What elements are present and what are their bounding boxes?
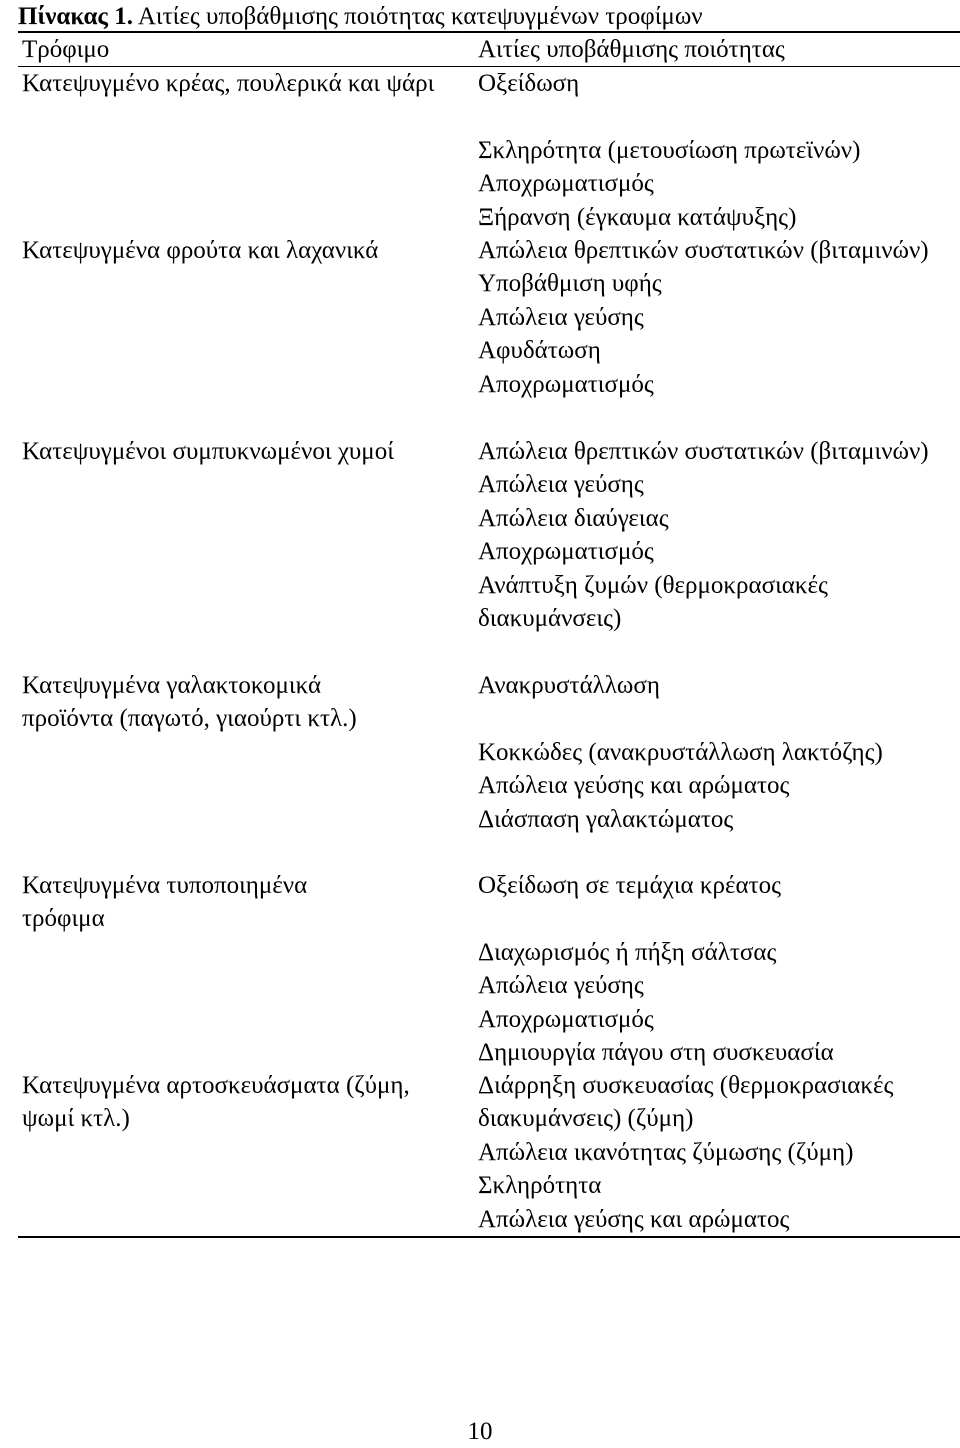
food-cell: Κατεψυγμένοι συμπυκνωμένοι χυμοί — [22, 438, 394, 465]
cause-item: Απώλεια θρεπτικών συστατικών (βιταμινών) — [478, 438, 929, 465]
causes-cell — [478, 435, 960, 635]
cause-item: Απώλεια γεύσης και αρώματος — [478, 772, 790, 800]
cause-item — [478, 100, 960, 133]
cause-item: Αποχρωματισμός — [478, 170, 654, 198]
cause-item: Αποχρωματισμός — [478, 538, 654, 566]
page-number: 10 — [467, 1418, 493, 1445]
cause-item: Αποχρωματισμός — [478, 370, 654, 398]
table-bottom-rule — [18, 1236, 960, 1238]
cause-item: Οξείδωση — [478, 70, 580, 97]
header-food: Τρόφιμο — [22, 36, 110, 63]
cause-item: Απώλεια γεύσης — [478, 972, 644, 1000]
cause-item: Απώλεια διαύγειας — [478, 504, 669, 532]
cause-item: Ανακρυστάλλωση — [478, 672, 660, 699]
cause-item: Σκληρότητα — [478, 1172, 602, 1200]
cause-item: Διάσπαση γαλακτώματος — [478, 805, 734, 833]
food-cell: Κατεψυγμένα γαλακτοκομικά προϊόντα (παγωτό, γιαούρτι κτλ.) — [22, 672, 357, 733]
causes-cell — [478, 234, 960, 401]
cause-item: Υποβάθμιση υφής — [478, 270, 662, 298]
cause-item: Απώλεια γεύσης — [478, 303, 644, 331]
cause-item: Διάρρηξη συσκευασίας (θερμοκρασιακές διακυμάνσεις) (ζύμη) — [478, 1072, 894, 1133]
cause-item: Αφυδάτωση — [478, 337, 601, 365]
table-caption — [18, 0, 703, 33]
food-cell: Κατεψυγμένο κρέας, πουλερικά και ψάρι — [22, 70, 435, 97]
causes-cell — [478, 669, 960, 836]
cause-item: Απώλεια θρεπτικών συστατικών (βιταμινών) — [478, 237, 929, 264]
cause-item: Ξήρανση (έγκαυμα κατάψυξης) — [478, 203, 797, 231]
cause-item — [478, 902, 960, 935]
cause-item: Απώλεια ικανότητας ζύμωσης (ζύμη) — [478, 1138, 854, 1166]
cause-item: Απώλεια γεύσης — [478, 471, 644, 499]
food-cell: Κατεψυγμένα τυποποιημένα τρόφιμα — [22, 872, 308, 933]
table-caption-label: Πίνακας 1. — [18, 3, 133, 30]
food-cell: Κατεψυγμένα φρούτα και λαχανικά — [22, 237, 379, 264]
cause-item: Οξείδωση σε τεμάχια κρέατος — [478, 872, 782, 899]
cause-item: Απώλεια γεύσης και αρώματος — [478, 1205, 790, 1233]
causes-cell — [478, 869, 960, 1069]
table-caption-text: Αιτίες υποβάθμισης ποιότητας κατεψυγμένων τροφίμων — [137, 3, 703, 30]
header-causes: Αιτίες υποβάθμισης ποιότητας — [478, 36, 785, 63]
cause-item — [478, 702, 960, 735]
cause-item: Ανάπτυξη ζυμών (θερμοκρασιακές διακυμάνσεις) — [478, 571, 828, 633]
cause-item: Διαχωρισμός ή πήξη σάλτσας — [478, 938, 777, 966]
causes-cell — [478, 67, 960, 234]
cause-item: Αποχρωματισμός — [478, 1005, 654, 1033]
cause-item: Κοκκώδες (ανακρυστάλλωση λακτόζης) — [478, 738, 883, 766]
causes-cell — [478, 1069, 960, 1236]
cause-item: Σκληρότητα (μετουσίωση πρωτεϊνών) — [478, 136, 861, 164]
food-cell: Κατεψυγμένα αρτοσκευάσματα (ζύμη, ψωμί κτλ.) — [22, 1072, 410, 1133]
cause-item: Δημιουργία πάγου στη συσκευασία — [478, 1039, 834, 1067]
